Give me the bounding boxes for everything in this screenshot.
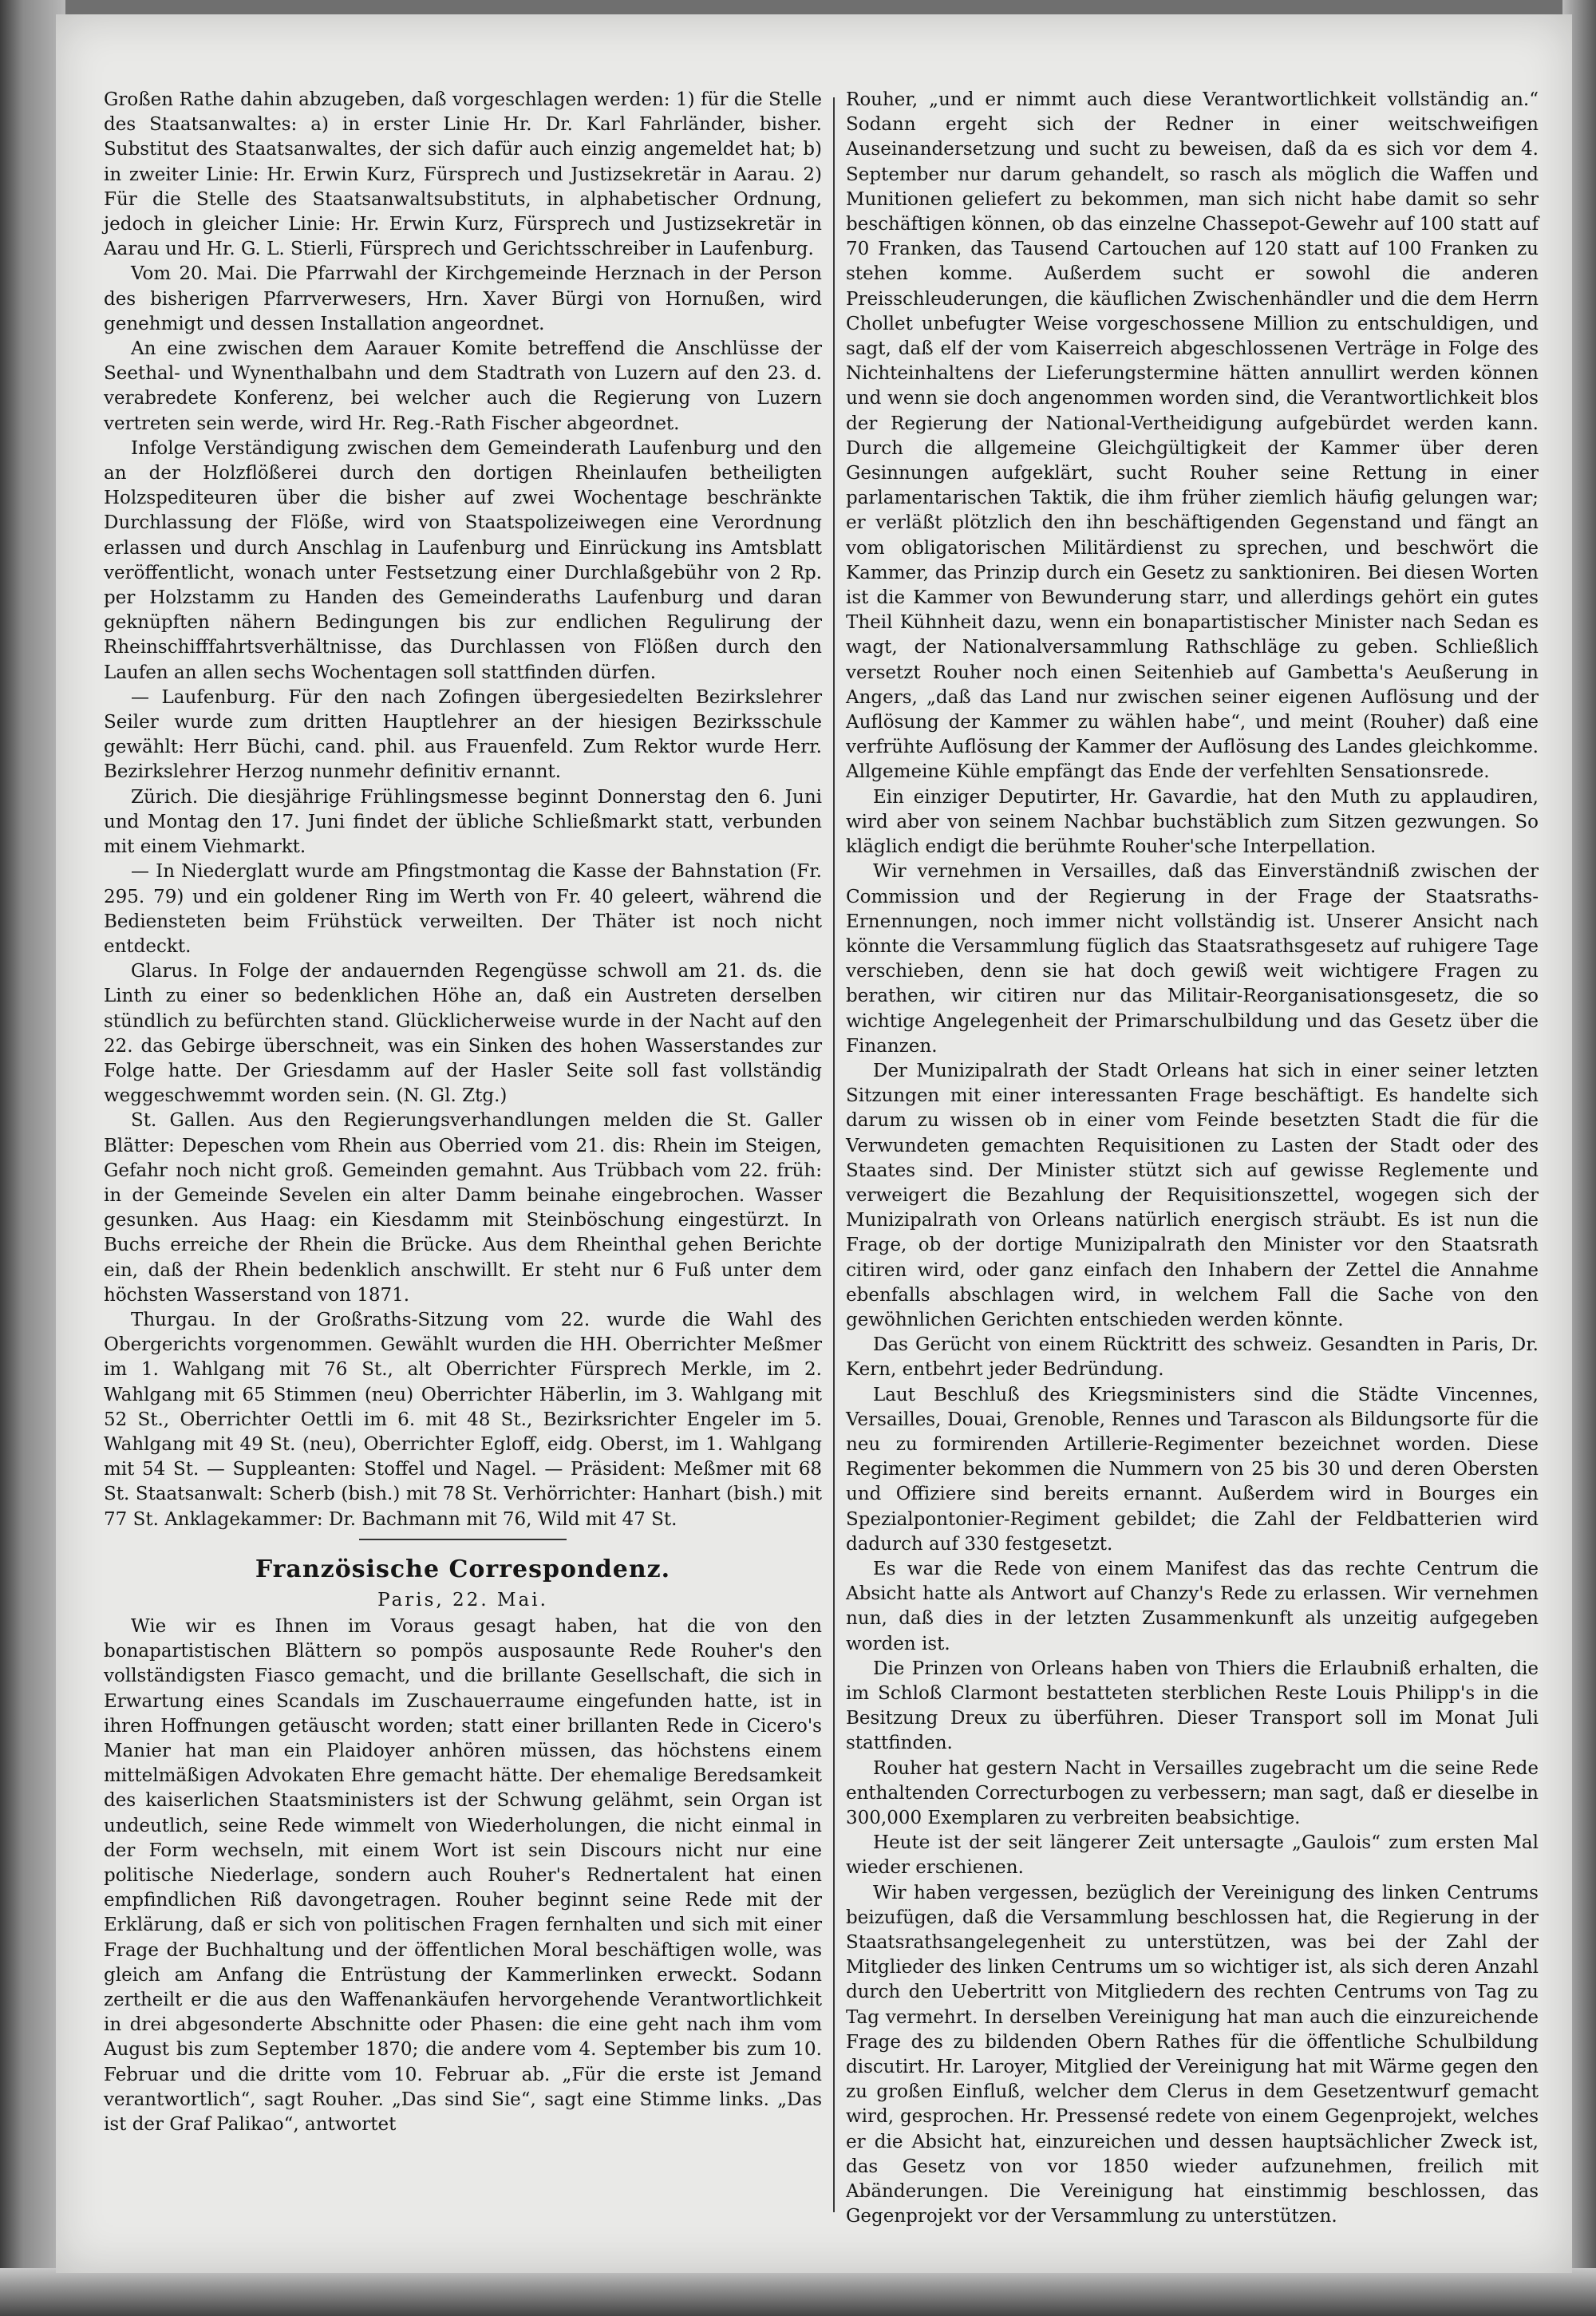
column-divider: [833, 97, 835, 2212]
article-paragraph: Das Gerücht von einem Rücktritt des schweiz. Gesandten in Paris, Dr. Kern, entbehrt jeder Bedründung.: [846, 1334, 1539, 1381]
scan-bottom-edge: [0, 2268, 1596, 2316]
article-paragraph: — In Niederglatt wurde am Pfingstmontag die Kasse der Bahnstation (Fr. 295. 79) und ein goldener Ring im Werth von Fr. 40 geleert, während die Bediensteten beim Frühstück verweilten. Der Thäter ist noch nicht entdeckt.: [104, 861, 822, 957]
section-rule: [359, 1539, 567, 1540]
article-paragraph: Wir vernehmen in Versailles, daß das Einverständniß zwischen der Commission und der Regierung in der Frage der Staatsraths-Ernennungen, noch immer nicht vollständig ist. Unserer Ansicht nach könnte die Versammlung füglich das Staatsrathsgesetz auf ruhigere Tage verschieben, denn sie hat doch gewiß weit wichtigere Fragen zu berathen, wir citiren nur das Militair-Reorganisationsgesetz, die so wichtige Angelegenheit der Primarschulbildung und das Gesetz über die Finanzen.: [846, 861, 1539, 1057]
article-paragraph: Großen Rathe dahin abzugeben, daß vorgeschlagen werden: 1) für die Stelle des Staatsanwaltes: a) in erster Linie Hr. Dr. Karl Fahrländer, bisher. Substitut des Staatsanwaltes, der sich dafür auch einzig angemeldet hat; b) in zweiter Linie: Hr. Erwin Kurz, Fürsprech und Justizsekretär in Aarau. 2) Für die Stelle des Staatsanwaltsubstituts, in alphabetischer Ordnung, jedoch in gleicher Linie: Hr. Erwin Kurz, Fürsprech und Justizsekretär in Aarau und Hr. G. L. Stierli, Fürsprech und Gerichtsschreiber in Laufenburg.: [104, 89, 822, 260]
article-paragraph: Die Prinzen von Orleans haben von Thiers die Erlaubniß erhalten, die im Schloß Clarmont bestatteten sterblichen Reste Louis Philipp's in die Besitzung Dreux zu überführen. Dieser Transport soll im Monat Juli stattfinden.: [846, 1658, 1539, 1754]
article-paragraph: Infolge Verständigung zwischen dem Gemeinderath Laufenburg und den an der Holzflößerei durch den dortigen Rheinlaufen betheiligten Holzspediteuren über die bisher auf zwei Wochentage beschränkte Durchlassung der Flöße, wird von Staatspolizeiwegen eine Verordnung erlassen und durch Anschlag in Laufenburg und Einrückung ins Amtsblatt veröffentlicht, wonach unter Festsetzung einer Durchlaßgebühr von 2 Rp. per Holzstamm zu Handen des Gemeinderaths Laufenburg und daran geknüpften nähern Bedingungen bis zur endlichen Regulirung der Rheinschifffahrtsverhältnisse, das Durchlassen von Flößen durch den Laufen an allen sechs Wochentagen soll stattfinden dürfen.: [104, 437, 822, 683]
article-paragraph: — Laufenburg. Für den nach Zofingen übergesiedelten Bezirkslehrer Seiler wurde zum dritten Hauptlehrer an der hiesigen Bezirksschule gewählt: Herr Büchi, cand. phil. aus Frauenfeld. Zum Rektor wurde Herr. Bezirkslehrer Herzog nunmehr definitiv ernannt.: [104, 686, 822, 783]
article-paragraph: Es war die Rede von einem Manifest das das rechte Centrum die Absicht hatte als Antwort auf Chanzy's Rede zu erlassen. Wir vernehmen nun, daß dies in der letzten Zusammenkunft als unzeitig aufgegeben worden ist.: [846, 1558, 1539, 1654]
article-paragraph: Wir haben vergessen, bezüglich der Vereinigung des linken Centrums beizufügen, daß die Versammlung beschlossen hat, die Regierung in der Staatsrathsangelegenheit zu unterstützen, was bei der Zahl der Mitglieder des linken Centrums um so wichtiger ist, als sich deren Anzahl durch den Uebertritt von Mitgliedern des rechten Centrums von Tag zu Tag vermehrt. In derselben Vereinigung hat man auch die einzureichende Frage des zu bildenden Obern Rathes für die öffentliche Schulbildung discutirt. Hr. Laroyer, Mitglied der Vereinigung hat mit Wärme gegen den zu großen Einfluß, welcher dem Clerus in dem Gesetzentwurf gemacht wird, gesprochen. Hr. Pressensé redete von einem Gegenprojekt, welches er die Absicht hat, einzureichen und dessen hauptsächlicher Zweck ist, das Gesetz von vor 1850 wieder aufzunehmen, freilich mit Abänderungen. Die Vereinigung hat einstimmig beschlossen, das Gegenprojekt vor der Versammlung zu unterstützen.: [846, 1882, 1539, 2227]
article-paragraph: Glarus. In Folge der andauernden Regengüsse schwoll am 21. ds. die Linth zu einer so bedenklichen Höhe an, daß ein Austreten derselben stündlich zu befürchten stand. Glücklicherweise wurde in der Nacht auf den 22. das Gebirge überschneit, was ein Sinken des hohen Wasserstandes zur Folge hatte. Der Griesdamm auf der Hasler Seite soll fast vollständig weggeschwemmt worden sein. (N. Gl. Ztg.): [104, 961, 822, 1107]
article-paragraph: Vom 20. Mai. Die Pfarrwahl der Kirchgemeinde Herznach in der Person des bisherigen Pfarrverwesers, Hrn. Xaver Bürgi von Hornußen, wird genehmigt und dessen Installation angeordnet.: [104, 263, 822, 334]
right-column: [846, 88, 1539, 2229]
section-title: Französische Correspondenz.: [255, 1555, 671, 1583]
article-paragraph: Der Munizipalrath der Stadt Orleans hat sich in einer seiner letzten Sitzungen mit einer interessanten Frage beschäftigt. Es handelte sich darum zu wissen ob in einer vom Feinde besetzten Stadt die für die Verwundeten gemachten Requisitionen zu Lasten der Stadt oder des Staates sind. Der Minister stützt sich auf gewisse Reglemente und verweigert die Bezahlung der Requisitionszettel, wogegen sich der Munizipalrath von Orleans natürlich energisch sträubt. Es ist nun die Frage, ob der dortige Munizipalrath den Minister vor den Staatsrath citiren wird, oder ganz einfach den Inhabern der Zettel die Annahme ebenfalls abschlagen wird, in welchem Fall die Sache von den gewöhnlichen Gerichten entschieden werden könnte.: [846, 1060, 1539, 1330]
article-paragraph: Zürich. Die diesjährige Frühlingsmesse beginnt Donnerstag den 6. Juni und Montag den 17. Juni findet der übliche Schließmarkt statt, verbunden mit einem Viehmarkt.: [104, 786, 822, 858]
dateline: Paris, 22. Mai.: [377, 1589, 548, 1611]
article-paragraph: Rouher, „und er nimmt auch diese Verantwortlichkeit vollständig an.“ Sodann ergeht sich der Redner in einer weitschweifigen Auseinandersetzung und sucht zu beweisen, daß da es sich vor dem 4. September nur darum gehandelt, so rasch als möglich die Waffen und Munitionen geliefert zu bekommen, man sich nicht habe damit so sehr beschäftigen können, ob das einzelne Chassepot-Gewehr auf 100 statt auf 70 Franken, das Tausend Cartouchen auf 120 statt auf 100 Franken zu stehen komme. Außerdem sucht er sowohl die anderen Preisschleuderungen, die käuflichen Zwischenhändler und die dem Herrn Chollet unbefugter Weise vorgeschossene Million zu entschuldigen, und sagt, daß elf der vom Kaiserreich abgeschlossenen Verträge in Folge des Nichteinhaltens der Lieferungstermine hätten annullirt werden können und wenn sie doch angenommen worden sind, die Verantwortlichkeit blos der Regierung der National-Vertheidigung aufgebürdet werden kann. Durch die allgemeine Gleichgültigkeit der Kammer über deren Gesinnungen aufgeklärt, sucht Rouher seine Rettung in einer parlamentarischen Taktik, die ihm früher ziemlich häufig gelungen war; er verläßt plötzlich den ihn beschäftigenden Gegenstand und fängt an vom obligatorischen Militärdienst zu sprechen, und beschwört die Kammer, das Prinzip durch ein Gesetz zu sanktioniren. Bei diesen Worten ist die Kammer von Bewunderung starr, und allerdings gehört ein gutes Theil Kühnheit dazu, wenn ein bonapartistischer Minister nach Sedan es wagt, der Nationalversammlung Rathschläge zu geben. Schließlich versetzt Rouher noch einen Seitenhieb auf Gambetta's Aeußerung in Angers, „daß das Land nur zwischen seiner eigenen Auflösung und der Auflösung der Kammer zu wählen habe“, und meint (Rouher) daß eine verfrühte Auflösung der Kammer der Auflösung des Landes gleichkomme. Allgemeine Kühle empfängt das Ende der verfehlten Sensationsrede.: [846, 89, 1539, 783]
article-paragraph: Heute ist der seit längerer Zeit untersagte „Gaulois“ zum ersten Mal wieder erschienen.: [846, 1832, 1539, 1879]
article-paragraph: Wie wir es Ihnen im Voraus gesagt haben, hat die von den bonapartistischen Blättern so pompös ausposaunte Rede Rouher's den vollständigsten Fiasco gemacht, und die brillante Gesellschaft, die sich in Erwartung eines Scandals im Zuschauerraume eingefunden hatte, ist in ihren Hoffnungen getäuscht worden; statt einer brillanten Rede in Cicero's Manier hat man ein Plaidoyer anhören müssen, das höchstens einem mittelmäßigen Advokaten Ehre gemacht hätte. Der ehemalige Beredsamkeit des kaiserlichen Staatsministers ist der Schwung gelähmt, sein Organ ist undeutlich, seine Rede wimmelt von Wiederholungen, die nicht einmal in der Form wechseln, mit einem Wort ist sein Discours nicht nur eine politische Niederlage, sondern auch Rouher's Rednertalent hat einen empfindlichen Riß davongetragen. Rouher beginnt seine Rede mit der Erklärung, daß er sich von politischen Fragen fernhalten und sich mit einer Frage der Buchhaltung und der öffentlichen Moral beschäftigen wolle, was gleich am Anfang die Entrüstung der Kammerlinken erweckt. Sodann zertheilt er die aus den Waffenankäufen hervorgehende Verantwortlichkeit in drei abgesonderte Abschnitte oder Phasen: die eine geht nach ihm vom August bis zum September 1870; die andere vom 4. September bis zum 10. Februar und die dritte vom 10. Februar ab. „Für die erste ist Jemand verantwortlich“, sagt Rouher. „Das sind Sie“, sagt eine Stimme links. „Das ist der Graf Palikao“, antwortet: [104, 1615, 822, 2136]
article-paragraph: Ein einziger Deputirter, Hr. Gavardie, hat den Muth zu applaudiren, wird aber von seinem Nachbar buchstäblich zum Sitzen gezwungen. So kläglich endigt die berühmte Rouher'sche Interpellation.: [846, 786, 1539, 858]
article-paragraph: Thurgau. In der Großraths-Sitzung vom 22. wurde die Wahl des Obergerichts vorgenommen. Gewählt wurden die HH. Oberrichter Meßmer im 1. Wahlgang mit 76 St., alt Oberrichter Fürsprech Merkle, im 2. Wahlgang mit 65 Stimmen (neu) Oberrichter Häberlin, im 3. Wahlgang mit 52 St., Oberrichter Oettli im 6. mit 48 St., Bezirksrichter Engeler im 5. Wahlgang mit 49 St. (neu), Oberrichter Egloff, eidg. Oberst, im 1. Wahlgang mit 54 St. — Suppleanten: Stoffel und Nagel. — Präsident: Meßmer mit 68 St. Staatsanwalt: Scherb (bish.) mit 78 St. Verhörrichter: Hanhart (bish.) mit 77 St. Anklagekammer: Dr. Bachmann mit 76, Wild mit 47 St.: [104, 1309, 822, 1530]
article-paragraph: St. Gallen. Aus den Regierungsverhandlungen melden die St. Galler Blätter: Depeschen vom Rhein aus Oberried vom 21. dis: Rhein im Steigen, Gefahr noch nicht groß. Gemeinden gemahnt. Aus Trübbach vom 22. früh: in der Gemeinde Sevelen ein alter Damm beinahe eingebrochen. Wasser gesunken. Aus Haag: ein Kiesdamm mit Steinböschung eingestürzt. In Buchs erreiche der Rhein die Brücke. Aus dem Rheinthal gehen Berichte ein, daß der Rhein bedenklich anschwillt. Er steht nur 6 Fuß unter dem höchsten Wasserstand von 1871.: [104, 1110, 822, 1306]
article-paragraph: An eine zwischen dem Aarauer Komite betreffend die Anschlüsse der Seethal- und Wynenthalbahn und dem Stadtrath von Luzern auf den 23. d. verabredete Konferenz, bei welcher auch die Regierung von Luzern vertreten sein werde, wird Hr. Reg.-Rath Fischer abgeordnet.: [104, 338, 822, 434]
left-column: [104, 88, 822, 2137]
article-paragraph: Laut Beschluß des Kriegsministers sind die Städte Vincennes, Versailles, Douai, Grenoble, Rennes und Tarascon als Bildungsorte für die neu zu formirenden Artillerie-Regimenter bezeichnet worden. Diese Regimenter bekommen die Nummern von 25 bis 30 und deren Obersten und Offiziere sind bereits ernannt. Außerdem wird in Bourges ein Spezialpontonier-Regiment gebildet; die Zahl der Feldbatterien wird dadurch auf 330 festgesetzt.: [846, 1384, 1539, 1555]
article-paragraph: Rouher hat gestern Nacht in Versailles zugebracht um die seine Rede enthaltenden Correcturbogen zu verbessern; man sagt, daß er dieselbe in 300,000 Exemplaren zu verbreiten beabsichtige.: [846, 1757, 1539, 1829]
